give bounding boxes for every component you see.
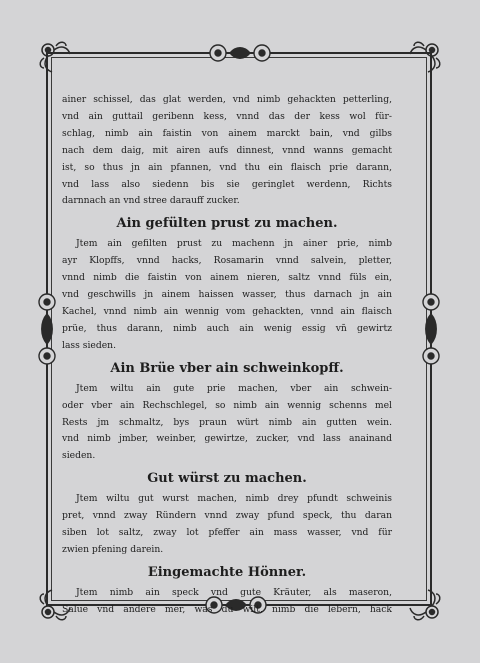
text-line: lass sieden. xyxy=(62,339,117,351)
text-line: Jtem wiltu ain gute prie machen, vber ain schwein- xyxy=(76,382,392,394)
text-line: siben lot saltz, zway lot pfeffer ain mass wasser, vnd für xyxy=(62,527,392,539)
text-line: nach dem daig, mit airen aufs dinnest, vnnd wanns gemacht xyxy=(62,144,392,156)
text-line: schlag, nimb ain faistin von ainem marckt bain, vnd gilbs xyxy=(62,127,392,139)
corner-ornament-top-left xyxy=(36,38,76,78)
text-line: ainer schissel, das glat werden, vnd nimb gehackten petterling, xyxy=(62,94,392,105)
text-line: sieden. xyxy=(62,450,96,462)
text-line: Jtem nimb ain speck vnd gute Kräuter, als maseron, xyxy=(76,586,392,598)
rosette-ornament-right xyxy=(420,290,442,370)
text-line: Jtem ain gefilten prust zu machenn jn ainer prie, nimb xyxy=(76,238,392,250)
page-text-body xyxy=(62,92,392,619)
text-line: Jtem wiltu gut wurst machen, nimb drey pfundt schweinis xyxy=(76,493,392,505)
section-paragraph xyxy=(62,585,392,619)
section-heading: Ain Brüe vber ain schweinkopff. xyxy=(110,360,344,376)
text-line: vnd ain guttail geribenn kess, vnnd das der kess wol für- xyxy=(62,110,392,122)
text-line: oder vber ain Rechschlegel, so nimb ain wennig schenns mel xyxy=(62,399,392,411)
text-line: darnnach an vnd stree darauff zucker. xyxy=(62,195,240,207)
text-line: pret, vnnd zway Ründern vnnd zway pfund speck, thu daran xyxy=(62,510,392,522)
text-line: vnd geschwills jn ainem haissen wasser, thus darnach jn ain xyxy=(62,289,392,301)
rosette-ornament-left xyxy=(36,290,58,370)
section-paragraph xyxy=(62,381,392,466)
text-line: vnd lass also siedenn bis sie geringlet werdenn, Richts xyxy=(62,178,392,190)
text-line: Rests jm schmaltz, bys praun würt nimb ain gutten wein. xyxy=(62,416,392,428)
corner-ornament-top-right xyxy=(404,38,444,78)
section-paragraph xyxy=(62,236,392,354)
section-heading: Ain gefülten prust zu machen. xyxy=(116,216,338,232)
text-line: ayr Klopffs, vnnd hacks, Rosamarin vnnd salvein, pletter, xyxy=(62,255,392,267)
section-paragraph xyxy=(62,491,392,559)
text-line: ist, so thus jn ain pfannen, vnd thu ein flaisch prie darann, xyxy=(62,161,392,173)
rosette-ornament-top xyxy=(200,42,280,64)
text-line: zwien pfening darein. xyxy=(62,543,164,555)
text-line: vnd nimb jmber, weinber, gewirtze, zucker, vnd lass anainand xyxy=(62,433,392,445)
corner-ornament-bottom-right xyxy=(404,584,444,624)
text-line: Salue vnd andere mer, was du wilt, nimb die lebern, hack xyxy=(62,603,392,615)
text-line: vnnd nimb die faistin von ainem nieren, saltz vnnd füls ein, xyxy=(62,272,392,284)
section-heading: Gut würst zu machen. xyxy=(147,471,307,487)
text-line: prüe, thus darann, nimb auch ain wenig essig vn̄ gewirtz xyxy=(62,322,392,334)
text-line: Kachel, vnnd nimb ain wennig vom gehackten, vnnd ain flaisch xyxy=(62,305,392,317)
intro-paragraph xyxy=(62,92,392,210)
section-heading: Eingemachte Hönner. xyxy=(147,564,307,580)
